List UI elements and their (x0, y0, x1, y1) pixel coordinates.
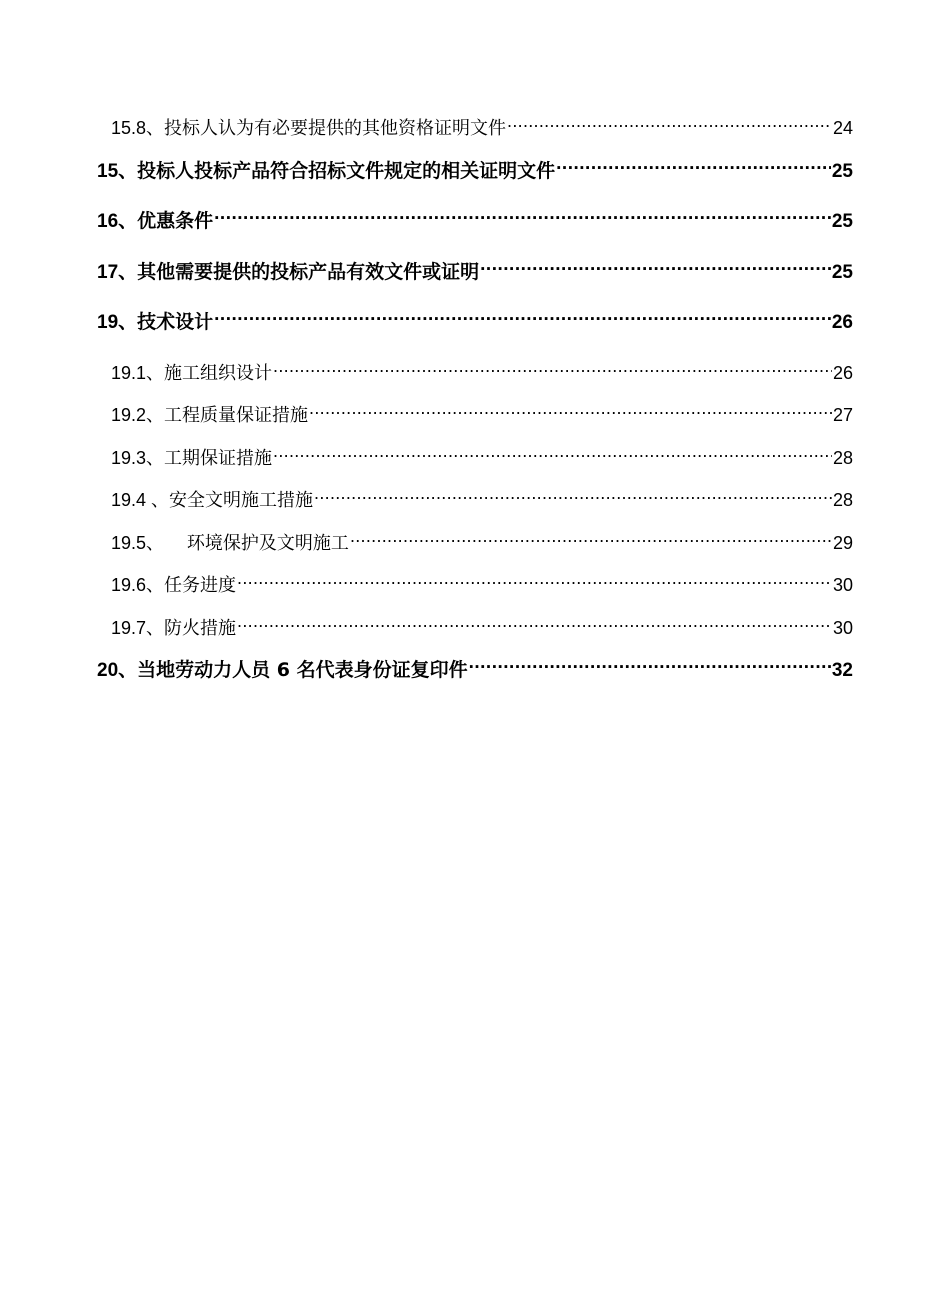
toc-entry-title: 投标人认为有必要提供的其他资格证明文件 (164, 118, 507, 139)
toc-dot-leader (214, 208, 831, 227)
toc-entry[interactable] (97, 155, 853, 206)
toc-entry-title: 投标人投标产品符合招标文件规定的相关证明文件 (137, 159, 556, 182)
toc-entry-page: 24 (832, 118, 853, 138)
toc-entry-number: 16、 (97, 211, 138, 232)
toc-entry[interactable] (97, 654, 853, 705)
toc-entry-page: 25 (831, 211, 853, 232)
toc-entry-number: 19.6、 (111, 575, 165, 595)
toc-entry-number: 19.1、 (111, 362, 165, 383)
toc-entry-page: 26 (831, 312, 853, 333)
toc-entry-page: 30 (832, 575, 853, 595)
toc-dot-leader (507, 116, 832, 134)
toc-entry-page: 25 (831, 261, 853, 283)
toc-entry-title: 技术设计 (137, 311, 214, 333)
toc-entry-page: 29 (832, 532, 853, 553)
toc-entry-title: 防火措施 (164, 617, 237, 639)
toc-dot-leader (480, 259, 831, 278)
toc-entry[interactable] (97, 612, 853, 655)
toc-entry-number: 19.3、 (111, 447, 165, 468)
toc-entry-title: 优惠条件 (137, 210, 214, 232)
toc-dot-leader (314, 488, 832, 506)
toc-entry-number: 19.7、 (111, 617, 165, 638)
toc-entry-number: 20、 (97, 660, 138, 681)
toc-entry-number: 19.2、 (111, 405, 165, 425)
toc-entry-page: 27 (832, 405, 853, 425)
toc-entry[interactable] (97, 527, 853, 570)
toc-entry-title: 工程质量保证措施 (164, 405, 309, 426)
toc-entry-title: 工期保证措施 (164, 447, 273, 469)
toc-dot-leader (273, 361, 832, 379)
toc-entry-title: 安全文明施工措施 (169, 490, 314, 511)
toc-entry[interactable] (97, 112, 853, 155)
toc-dot-leader (469, 657, 831, 676)
toc-dot-leader (237, 573, 832, 591)
toc-entry[interactable] (97, 205, 853, 256)
toc-entry-page: 25 (831, 160, 853, 182)
toc-dot-leader (556, 158, 831, 177)
toc-entry-page: 28 (832, 447, 853, 468)
toc-entry-number: 15、 (97, 160, 138, 182)
table-of-contents (97, 112, 853, 705)
toc-dot-leader (237, 616, 832, 634)
toc-entry-title: 当地劳动力人员 6 名代表身份证复印件 (137, 659, 468, 681)
toc-entry-title: 环境保护及文明施工 (164, 532, 349, 554)
toc-entry-number: 19、 (97, 312, 138, 333)
toc-dot-leader (309, 403, 832, 421)
toc-entry-number: 19.5、 (111, 532, 165, 553)
toc-entry[interactable] (97, 399, 853, 442)
toc-entry-page: 30 (832, 617, 853, 638)
toc-dot-leader (273, 446, 832, 464)
toc-entry-page: 26 (832, 362, 853, 383)
toc-dot-leader (214, 309, 831, 328)
toc-entry[interactable] (97, 357, 853, 400)
toc-entry-number: 15.8、 (111, 118, 165, 138)
toc-entry-number: 19.4 、 (111, 490, 170, 510)
toc-entry[interactable] (97, 256, 853, 307)
toc-entry[interactable] (97, 306, 853, 357)
toc-entry[interactable] (97, 569, 853, 612)
toc-dot-leader (350, 531, 832, 549)
toc-entry[interactable] (97, 484, 853, 527)
toc-entry[interactable] (97, 442, 853, 485)
toc-entry-number: 17、 (97, 261, 138, 283)
toc-entry-title: 施工组织设计 (164, 362, 273, 384)
toc-entry-page: 28 (832, 490, 853, 510)
toc-entry-title: 任务进度 (164, 575, 237, 596)
toc-entry-title: 其他需要提供的投标产品有效文件或证明 (137, 260, 480, 283)
toc-entry-page: 32 (831, 660, 853, 681)
